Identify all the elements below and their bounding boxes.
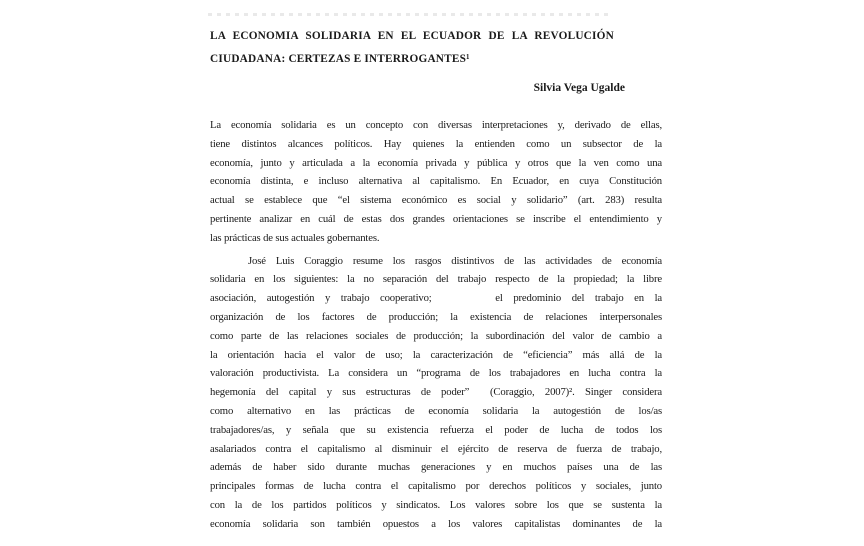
paragraph — [210, 252, 662, 534]
text-line: además de haber sido durante muchas generaciones y en muchos países una de las — [210, 461, 662, 474]
text-line: economía, junto y articulada a la economía privada y pública y otros que la ven como una — [210, 156, 662, 169]
paragraph — [210, 116, 662, 248]
text-line: La economía solidaria es un concepto con diversas interpretaciones y, derivado de ellas, — [210, 119, 662, 131]
text-line: como parte de las relaciones sociales de producción; la subordinación del valor de cambio a — [210, 329, 662, 342]
text-line: solidaria en los siguientes: la no separación del trabajo respecto de la propiedad; la libre — [210, 273, 662, 286]
title-line-1: LA ECONOMIA SOLIDARIA EN EL ECUADOR DE LA REVOLUCIÓN — [210, 30, 614, 42]
text-line: las prácticas de sus actuales gobernantes. — [210, 231, 380, 244]
text-line: asalariados contra el capitalismo al disminuir el ejército de reserva de fuerza de trabajo, — [210, 442, 662, 455]
text-line: valoración productivista. La considera un “programa de los trabajadores en lucha contra la — [210, 367, 662, 380]
text-line: actual se establece que “el sistema económico es social y solidario” (art. 283) resulta — [210, 194, 662, 207]
text-line: tiene distintos alcances políticos. Hay quienes la entienden como un subsector de la — [210, 137, 662, 150]
document — [210, 25, 662, 534]
text-line: pertinente analizar en cuál de estas dos grandes orientaciones se inscribe el entendimiento y — [210, 212, 662, 225]
text-line: con la de los partidos políticos y sindicatos. Los valores sobre los que se sustenta la — [210, 498, 662, 511]
document-title — [210, 25, 614, 71]
text-line: hegemonía del capital y sus estructuras de poder” (Coraggio, 2007)². Singer considera — [210, 386, 662, 399]
title-line-2: CIUDADANA: CERTEZAS E INTERROGANTES¹ — [210, 53, 470, 65]
text-line: economía distinta, e incluso alternativa al capitalismo. En Ecuador, en cuya Constitución — [210, 175, 662, 188]
text-line: José Luis Coraggio resume los rasgos distintivos de las actividades de economía — [248, 254, 662, 267]
clipped-text-remnant — [208, 13, 610, 16]
text-line: asociación, autogestión y trabajo cooperativo; el predominio del trabajo en la — [210, 292, 662, 305]
text-line: trabajadores/as, y señala que su existencia refuerza el poder de lucha de todos los — [210, 423, 662, 436]
text-line: principales formas de lucha contra el capitalismo por derechos políticos y sociales, junto — [210, 480, 662, 493]
author-byline: Silvia Vega Ugalde — [533, 82, 625, 94]
text-line: organización de los factores de producción; la existencia de relaciones interpersonales — [210, 310, 662, 323]
document-body — [210, 116, 662, 534]
text-line: como alternativo en las prácticas de economía solidaria la autogestión de los/as — [210, 404, 662, 417]
text-line: economía solidaria son también opuestos a los valores capitalistas dominantes de la — [210, 517, 662, 530]
text-line: la orientación hacia el valor de uso; la caracterización de “eficiencia” más allá de la — [210, 348, 662, 361]
